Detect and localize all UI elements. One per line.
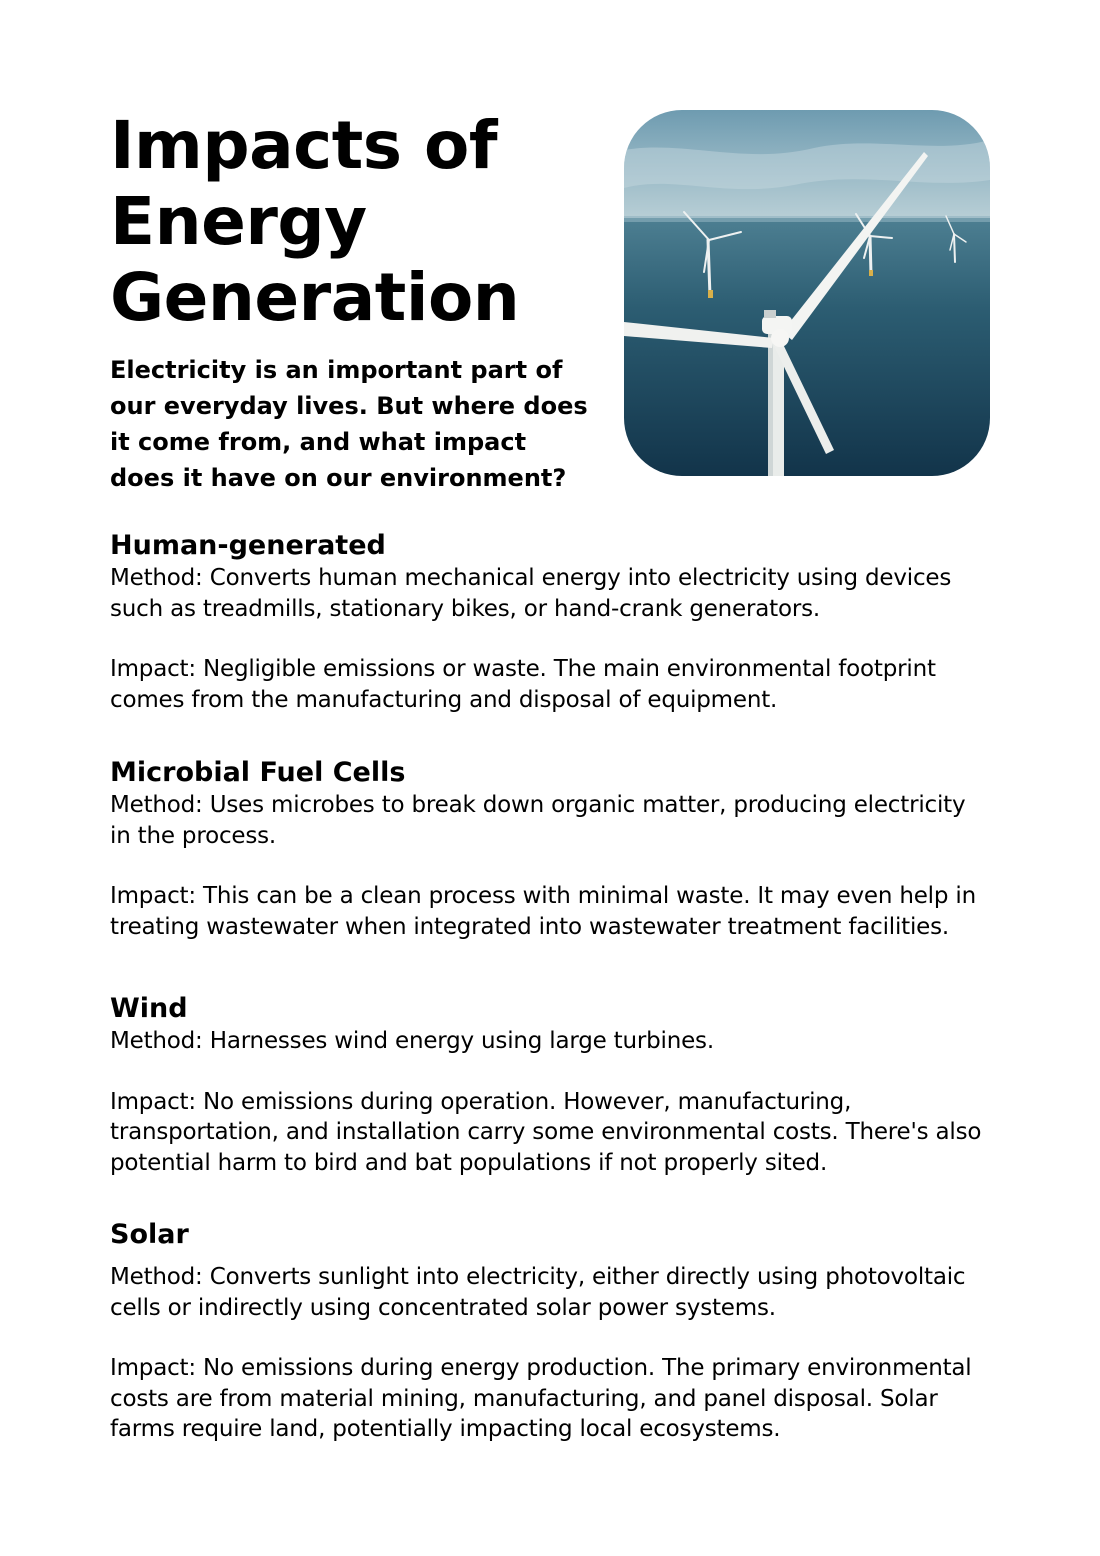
section-heading: Human-generated bbox=[110, 530, 386, 561]
intro-text: Electricity is an important part of our everyday lives. But where does it come from, and what impact does it have on our environment? bbox=[110, 356, 588, 492]
impact-text: Impact: No emissions during operation. However, manufacturing, transportation, and installation carry some environmental costs. There's also potential harm to bird and bat populations if not properly sited. bbox=[110, 1088, 982, 1176]
method-text: Method: Harnesses wind energy using large turbines. bbox=[110, 1028, 714, 1054]
method-text: Method: Converts sunlight into electricity, either directly using photovoltaic cells or indirectly using concentrated solar power systems. bbox=[110, 1264, 966, 1321]
page-title: Impacts of Energy Generation bbox=[110, 107, 520, 336]
section-solar bbox=[110, 1218, 990, 1445]
section-wind bbox=[110, 992, 990, 1178]
method-text: Method: Uses microbes to break down organic matter, producing electricity in the process. bbox=[110, 792, 966, 849]
impact-text: Impact: No emissions during energy production. The primary environmental costs are from material mining, manufacturing, and panel disposal. Solar farms require land, potentially impacting local ecosystems. bbox=[110, 1355, 972, 1442]
section-human-generated bbox=[110, 529, 990, 715]
section-heading: Solar bbox=[110, 1219, 189, 1250]
section-heading: Wind bbox=[110, 993, 188, 1024]
impact-text: Impact: Negligible emissions or waste. The main environmental footprint comes from the manufacturing and disposal of equipment. bbox=[110, 656, 936, 713]
method-text: Method: Converts human mechanical energy into electricity using devices such as treadmills, stationary bikes, or hand-crank generators. bbox=[110, 565, 952, 622]
section-heading: Microbial Fuel Cells bbox=[110, 757, 406, 788]
section-microbial-fuel-cells bbox=[110, 756, 990, 942]
impact-text: Impact: This can be a clean process with minimal waste. It may even help in treating wastewater when integrated into wastewater treatment facilities. bbox=[110, 883, 976, 940]
offshore-wind-turbines-photo bbox=[624, 110, 990, 476]
